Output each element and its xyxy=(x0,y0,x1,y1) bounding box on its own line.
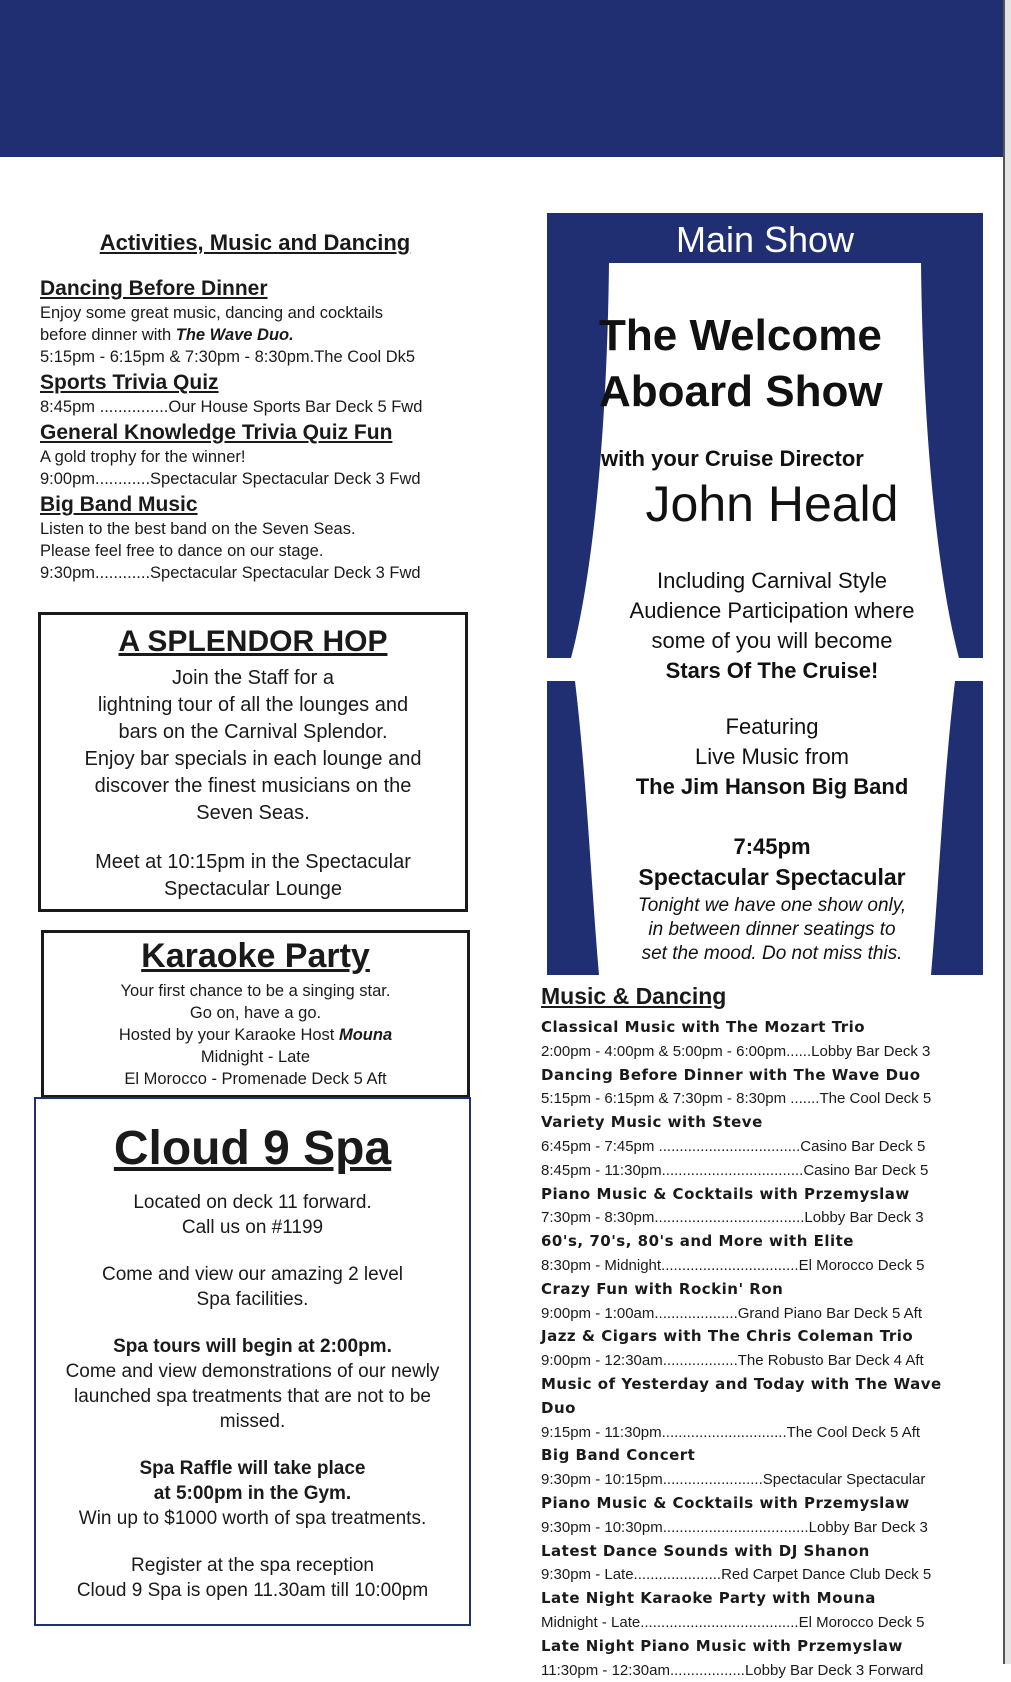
spa-register: Register at the spa reception xyxy=(131,1555,374,1576)
activities-section xyxy=(40,230,470,586)
activity-desc: A gold trophy for the winner! xyxy=(40,448,246,466)
show-time: 7:45pm xyxy=(733,834,811,859)
music-heading: Late Night Karaoke Party with Mouna xyxy=(541,1589,876,1608)
spa-view: Come and view our amazing 2 level xyxy=(102,1264,403,1285)
spa-raffle: Win up to $1000 worth of spa treatments. xyxy=(78,1508,427,1529)
music-heading: Latest Dance Sounds with DJ Shanon xyxy=(541,1541,870,1560)
karaoke-host-name: Mouna xyxy=(338,1026,393,1044)
spa-tours-heading xyxy=(36,1334,469,1359)
show-title-line: Aboard Show xyxy=(599,367,883,416)
activity-desc: Enjoy some great music, dancing and cocktails xyxy=(40,304,384,322)
hop-line: lightning tour of all the lounges and xyxy=(97,694,409,716)
music-heading: Late Night Piano Music with Przemyslaw xyxy=(541,1636,903,1655)
main-show-text xyxy=(599,308,937,966)
music-heading: Music of Yesterday and Today with The Wave Duo xyxy=(541,1374,942,1417)
activity-desc: Listen to the best band on the Seven Seas. xyxy=(40,520,356,538)
music-time: 9:30pm - Late.....................Red Carpet Dance Club Deck 5 xyxy=(541,1566,932,1584)
music-time: 11:30pm - 12:30am..................Lobby Bar Deck 3 Forward xyxy=(541,1661,924,1679)
show-band xyxy=(607,772,937,802)
show-venue: Spectacular Spectacular xyxy=(638,864,906,890)
hop-line: discover the finest musicians on the xyxy=(94,775,412,797)
activity-dancing-before-dinner xyxy=(40,276,470,368)
activities-title: Activities, Music and Dancing xyxy=(99,230,411,255)
show-director: John Heald xyxy=(645,476,899,532)
music-heading: 60's, 70's, 80's and More with Elite xyxy=(541,1232,854,1251)
show-note: in between dinner seatings to xyxy=(648,919,896,940)
main-show-header: Main Show xyxy=(675,219,855,260)
music-time: 9:00pm - 1:00am....................Grand Piano Bar Deck 5 Aft xyxy=(541,1304,923,1322)
show-desc xyxy=(607,656,937,686)
karaoke-venue: El Morocco - Promenade Deck 5 Aft xyxy=(124,1070,387,1088)
show-title-line: The Welcome xyxy=(599,311,882,360)
activity-time: 8:45pm ...............Our House Sports Bar Deck 5 Fwd xyxy=(40,398,423,416)
show-desc: Including Carnival Style xyxy=(657,568,887,593)
music-title: Music & Dancing xyxy=(541,983,727,1009)
show-featuring: Featuring xyxy=(725,714,819,739)
activity-heading: Dancing Before Dinner xyxy=(40,277,268,300)
show-desc: some of you will become xyxy=(651,628,893,653)
spa-view: Spa facilities. xyxy=(196,1289,309,1310)
music-heading: Piano Music & Cocktails with Przemyslaw xyxy=(541,1184,910,1203)
spa-tours-bold: Spa tours will begin at 2:00pm. xyxy=(113,1336,392,1357)
music-section xyxy=(541,983,981,1682)
activity-emphasis: The Wave Duo. xyxy=(175,326,294,344)
karaoke-host-prefix: Hosted by your Karaoke Host xyxy=(118,1026,339,1044)
hop-line: bars on the Carnival Splendor. xyxy=(118,721,388,743)
activity-time: 9:00pm............Spectacular Spectacular Deck 3 Fwd xyxy=(40,470,421,488)
music-time: 9:30pm - 10:15pm........................Spectacular Spectacular xyxy=(541,1471,926,1489)
activity-time: 5:15pm - 6:15pm & 7:30pm - 8:30pm.The Cool Dk5 xyxy=(40,348,416,366)
hop-meet: Meet at 10:15pm in the Spectacular xyxy=(95,851,411,873)
activity-sports-trivia xyxy=(40,370,470,418)
activity-time: 9:30pm............Spectacular Spectacular Deck 3 Fwd xyxy=(40,564,421,582)
music-heading: Piano Music & Cocktails with Przemyslaw xyxy=(541,1493,910,1512)
music-heading: Variety Music with Steve xyxy=(541,1113,763,1132)
show-desc: Audience Participation where xyxy=(629,598,915,623)
show-note: set the mood. Do not miss this. xyxy=(641,943,903,964)
music-time: 8:45pm - 11:30pm..................................Casino Bar Deck 5 xyxy=(541,1161,929,1179)
activity-desc xyxy=(40,324,470,346)
music-heading: Crazy Fun with Rockin' Ron xyxy=(541,1279,784,1298)
music-time: 9:00pm - 12:30am..................The Robusto Bar Deck 4 Aft xyxy=(541,1352,924,1370)
spa-phone: Call us on #1199 xyxy=(181,1217,324,1238)
music-time: 8:30pm - Midnight.................................El Morocco Deck 5 xyxy=(541,1256,925,1274)
karaoke-line: Your first chance to be a singing star. xyxy=(120,982,391,1000)
hop-line: Seven Seas. xyxy=(196,802,310,824)
spa-hours: Cloud 9 Spa is open 11.30am till 10:00pm xyxy=(76,1580,429,1601)
music-heading: Dancing Before Dinner with The Wave Duo xyxy=(541,1065,921,1084)
activity-desc: Please feel free to dance on our stage. xyxy=(40,542,324,560)
spa-tours: missed. xyxy=(219,1411,286,1432)
activity-desc-text: before dinner with xyxy=(40,326,176,344)
activity-heading: General Knowledge Trivia Quiz Fun xyxy=(40,421,393,444)
activity-general-trivia xyxy=(40,420,470,490)
karaoke-line: Go on, have a go. xyxy=(189,1004,322,1022)
spa-tours: launched spa treatments that are not to be xyxy=(73,1386,431,1407)
splendor-hop-title: A SPLENDOR HOP xyxy=(118,625,388,658)
splendor-hop-box xyxy=(38,612,468,912)
music-time: 9:15pm - 11:30pm..............................The Cool Deck 5 Aft xyxy=(541,1423,921,1441)
music-heading: Big Band Concert xyxy=(541,1446,696,1465)
header-band xyxy=(0,0,1003,157)
spa-raffle-bold: Spa Raffle will take place xyxy=(139,1458,366,1479)
karaoke-time: Midnight - Late xyxy=(200,1048,311,1066)
music-time: 6:45pm - 7:45pm ..................................Casino Bar Deck 5 xyxy=(541,1137,926,1155)
spa-raffle-bold: at 5:00pm in the Gym. xyxy=(153,1483,352,1504)
hop-meet: Spectacular Lounge xyxy=(164,878,342,900)
page-edge-line xyxy=(1003,0,1005,1664)
activity-big-band xyxy=(40,492,470,584)
music-time: 9:30pm - 10:30pm...................................Lobby Bar Deck 3 xyxy=(541,1518,928,1536)
music-heading: Classical Music with The Mozart Trio xyxy=(541,1018,866,1036)
spa-title: Cloud 9 Spa xyxy=(113,1122,392,1175)
music-time: 2:00pm - 4:00pm & 5:00pm - 6:00pm......Lobby Bar Deck 3 xyxy=(541,1042,931,1060)
spa-box xyxy=(34,1097,471,1626)
show-band-bold: The Jim Hanson Big Band xyxy=(635,774,909,799)
show-with: with your Cruise Director xyxy=(601,446,864,471)
spa-location: Located on deck 11 forward. xyxy=(133,1192,372,1213)
music-time: Midnight - Late......................................El Morocco Deck 5 xyxy=(541,1613,925,1631)
spa-raffle xyxy=(36,1456,469,1481)
karaoke-box xyxy=(41,930,470,1098)
karaoke-title: Karaoke Party xyxy=(141,937,370,975)
show-desc-bold: Stars Of The Cruise! xyxy=(665,658,879,683)
spa-raffle xyxy=(36,1481,469,1506)
music-time: 7:30pm - 8:30pm....................................Lobby Bar Deck 3 xyxy=(541,1209,924,1227)
karaoke-host xyxy=(44,1024,467,1046)
hop-line: Enjoy bar specials in each lounge and xyxy=(84,748,422,770)
show-featuring: Live Music from xyxy=(694,744,850,769)
main-show-panel xyxy=(547,213,983,975)
music-time: 5:15pm - 6:15pm & 7:30pm - 8:30pm .......The Cool Deck 5 xyxy=(541,1090,932,1108)
spa-tours: Come and view demonstrations of our newly xyxy=(65,1361,440,1382)
activity-heading: Sports Trivia Quiz xyxy=(40,371,219,394)
activity-heading: Big Band Music xyxy=(40,493,198,516)
show-note: Tonight we have one show only, xyxy=(637,895,907,916)
hop-line: Join the Staff for a xyxy=(172,667,334,689)
music-heading: Jazz & Cigars with The Chris Coleman Trio xyxy=(541,1327,914,1346)
